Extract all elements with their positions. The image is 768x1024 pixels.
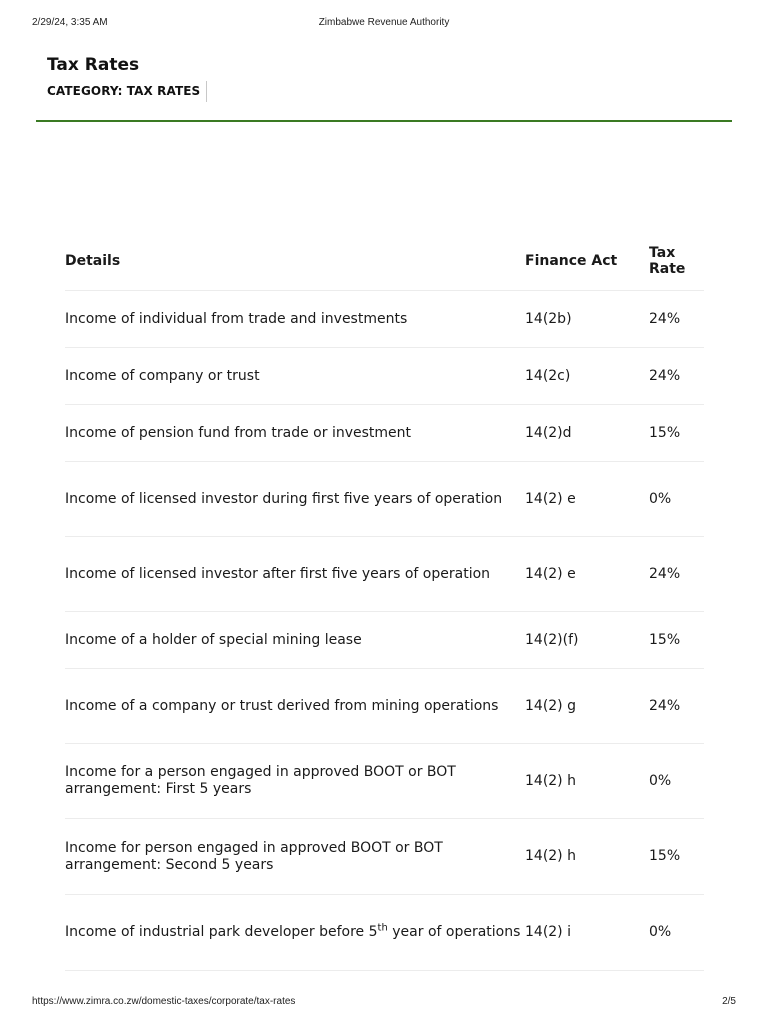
cell-tax-rate: 24%	[649, 669, 704, 744]
column-header-finance-act: Finance Act	[525, 231, 649, 291]
header-divider	[36, 120, 732, 122]
table-row	[65, 405, 704, 462]
column-header-tax-rate: Tax Rate	[649, 231, 704, 291]
table-row	[65, 895, 704, 971]
cell-tax-rate: 0%	[649, 744, 704, 819]
cell-details: Income of pension fund from trade or investment	[65, 405, 525, 462]
cell-finance-act: 14(2) h	[525, 819, 649, 895]
cell-finance-act: 14(2) e	[525, 462, 649, 537]
cell-details	[65, 895, 525, 971]
cell-finance-act: 14(2)d	[525, 405, 649, 462]
tax-rates-table	[65, 231, 704, 971]
table-row	[65, 744, 704, 819]
cell-finance-act: 14(2) g	[525, 669, 649, 744]
column-header-details: Details	[65, 231, 525, 291]
cell-finance-act: 14(2)(f)	[525, 612, 649, 669]
details-text-after: year of operations	[387, 924, 521, 940]
cell-tax-rate: 0%	[649, 895, 704, 971]
print-timestamp: 2/29/24, 3:35 AM	[32, 17, 108, 28]
cell-details: Income for a person engaged in approved BOOT or BOT arrangement: First 5 years	[65, 744, 525, 819]
ordinal-suffix: th	[377, 922, 388, 934]
table-header-row	[65, 231, 704, 291]
table-row	[65, 819, 704, 895]
category-label: CATEGORY: TAX RATES	[47, 84, 201, 98]
cell-finance-act: 14(2) e	[525, 537, 649, 612]
cell-finance-act: 14(2b)	[525, 291, 649, 348]
cell-tax-rate: 24%	[649, 537, 704, 612]
table-row	[65, 537, 704, 612]
print-footer	[32, 996, 736, 1008]
cell-tax-rate: 24%	[649, 348, 704, 405]
cell-tax-rate: 15%	[649, 819, 704, 895]
cell-details: Income of licensed investor during first five years of operation	[65, 462, 525, 537]
print-header	[32, 17, 736, 29]
table-row	[65, 348, 704, 405]
print-site-title: Zimbabwe Revenue Authority	[318, 17, 450, 28]
category-divider	[206, 81, 207, 102]
cell-details: Income of company or trust	[65, 348, 525, 405]
print-url[interactable]: https://www.zimra.co.zw/domestic-taxes/corporate/tax-rates	[32, 996, 296, 1007]
cell-details: Income of a company or trust derived from mining operations	[65, 669, 525, 744]
table-row	[65, 669, 704, 744]
cell-finance-act: 14(2) i	[525, 895, 649, 971]
cell-details: Income for person engaged in approved BOOT or BOT arrangement: Second 5 years	[65, 819, 525, 895]
cell-finance-act: 14(2c)	[525, 348, 649, 405]
cell-tax-rate: 15%	[649, 405, 704, 462]
cell-details: Income of a holder of special mining lease	[65, 612, 525, 669]
table-row	[65, 291, 704, 348]
cell-finance-act: 14(2) h	[525, 744, 649, 819]
cell-details: Income of licensed investor after first five years of operation	[65, 537, 525, 612]
cell-tax-rate: 15%	[649, 612, 704, 669]
details-text-before: Income of industrial park developer before 5	[65, 924, 378, 940]
cell-details: Income of individual from trade and investments	[65, 291, 525, 348]
cell-tax-rate: 24%	[649, 291, 704, 348]
cell-tax-rate: 0%	[649, 462, 704, 537]
print-page-number: 2/5	[722, 996, 736, 1007]
page-title: Tax Rates	[47, 55, 140, 75]
table-row	[65, 612, 704, 669]
table-row	[65, 462, 704, 537]
